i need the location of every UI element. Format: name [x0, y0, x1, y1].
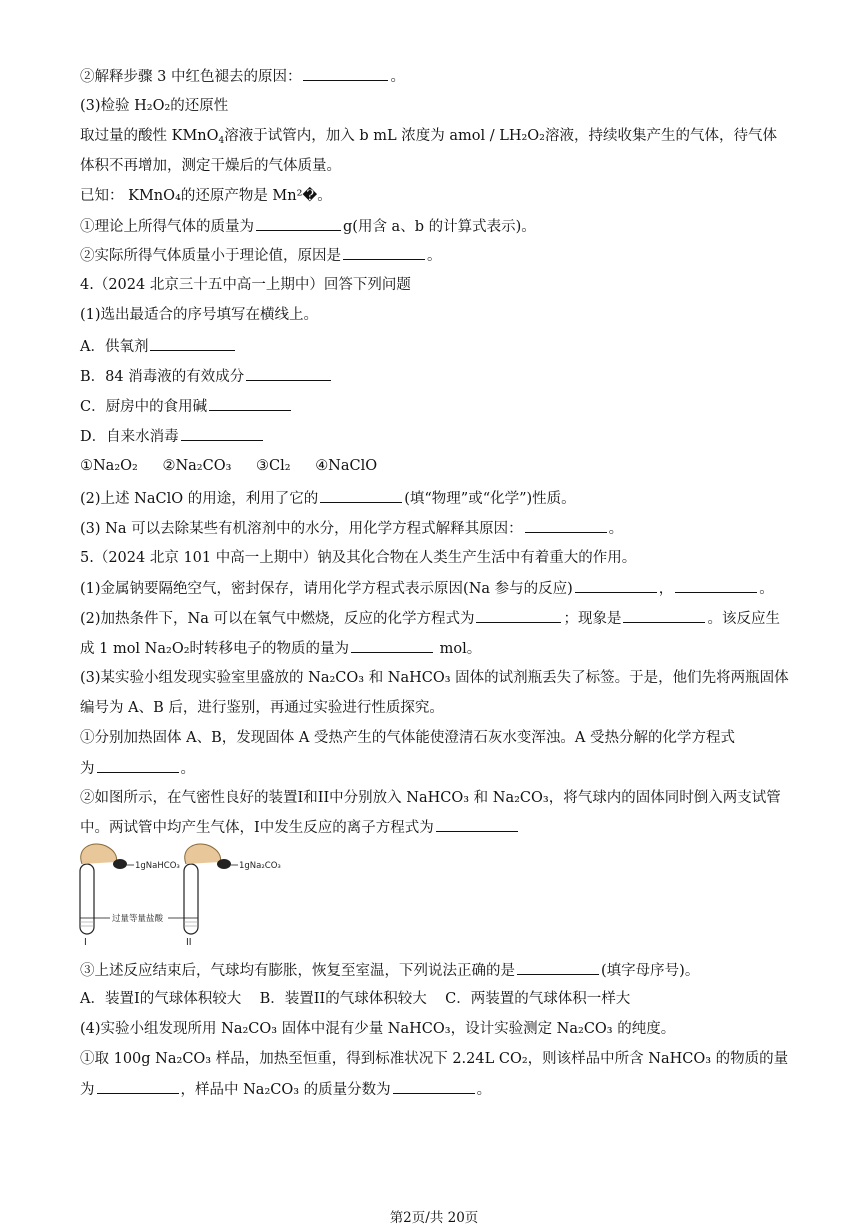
- answer-blank[interactable]: [351, 638, 433, 653]
- q3-sub2-end: 。: [427, 248, 442, 264]
- answer-blank[interactable]: [517, 960, 599, 975]
- q5-p2: [80, 608, 780, 629]
- q4-option-d-text: D．自来水消毒: [80, 429, 179, 445]
- q4-option-c: [80, 396, 293, 417]
- q3-part3-l1a: 取过量的酸性 KMnO: [80, 128, 219, 144]
- q4-p3: [80, 518, 623, 539]
- q5-p2-line2: [80, 638, 481, 659]
- q3-sub1-end: g(用含 a、b 的计算式表示)。: [343, 219, 536, 235]
- balloon-1: [81, 844, 127, 869]
- figure-label-nahco3: 1gNaHCO₃: [135, 861, 180, 871]
- answer-blank[interactable]: [476, 608, 561, 623]
- q4-choice-4: ④NaClO: [315, 458, 378, 474]
- q5-p3-s2-l2-text: 中。两试管中均产生气体，I中发生反应的离子方程式为: [80, 820, 434, 836]
- q4-choice-3: ③Cl₂: [256, 458, 291, 474]
- q5-p3-line2: 编号为 A、B 后，进行鉴别，再通过实验进行性质探究。: [80, 700, 444, 716]
- tube-label-2: II: [186, 937, 192, 948]
- q3-known: 已知： KMnO₄的还原产物是 Mn²�。: [80, 188, 332, 204]
- q5-p4: (4)实验小组发现所用 Na₂CO₃ 固体中混有少量 NaHCO₃，设计实验测定 Na₂CO₃ 的纯度。: [80, 1021, 676, 1037]
- q3-sub1: [80, 216, 536, 237]
- q5-p4-s1-line1: ①取 100g Na₂CO₃ 样品，加热至恒重，得到标准状况下 2.24L CO₂，则该样品中所含 NaHCO₃ 的物质的量: [80, 1051, 789, 1067]
- answer-blank[interactable]: [575, 578, 657, 593]
- balloon-2: [185, 844, 231, 869]
- q4-p3-text: (3) Na 可以去除某些有机溶剂中的水分，用化学方程式解释其原因：: [80, 521, 523, 537]
- q4-p1: (1)选出最适合的序号填写在横线上。: [80, 307, 319, 323]
- answer-blank[interactable]: [150, 336, 235, 351]
- q5-p3-s3-end: (填字母序号)。: [601, 963, 700, 979]
- q5-p2-text: (2)加热条件下，Na 可以在氧气中燃烧，反应的化学方程式为: [80, 611, 475, 627]
- q5-p4-s1-l2-text: 为: [80, 1082, 95, 1098]
- test-tube-2: [184, 864, 198, 934]
- q4-p2: [80, 488, 576, 509]
- q5-p4-s1-l2-mid: ，样品中 Na₂CO₃ 的质量分数为: [180, 1082, 391, 1098]
- q4-choice-1: ①Na₂O₂: [80, 458, 138, 474]
- q4-p3-end: 。: [608, 521, 624, 537]
- answer-blank[interactable]: [209, 396, 291, 411]
- figure-label-na2co3: 1gNa₂CO₃: [239, 861, 281, 871]
- q3-item2-text: ②解释步骤 3 中红色褪去的原因：: [80, 69, 302, 85]
- q4-option-a-text: A．供氧剂: [80, 339, 149, 355]
- answer-blank[interactable]: [246, 366, 331, 381]
- q5-title: 5.（2024 北京 101 中高一上期中）钠及其化合物在人类生产生活中有着重大的作用。: [80, 550, 637, 566]
- q5-p2-l2-end: mol。: [435, 641, 482, 657]
- q5-p2-l2-text: 成 1 mol Na₂O₂时转移电子的物质的量为: [80, 641, 350, 657]
- answer-blank[interactable]: [256, 216, 341, 231]
- q5-p3-s2-line2: [80, 817, 520, 838]
- answer-blank[interactable]: [343, 245, 425, 260]
- answer-blank[interactable]: [675, 578, 757, 593]
- q3-part3-title: (3)检验 H₂O₂的还原性: [80, 98, 229, 114]
- q5-p1: [80, 578, 774, 599]
- page-footer: 第2页/共 20页: [389, 1210, 479, 1226]
- q4-option-b: [80, 366, 333, 387]
- q4-option-d: [80, 426, 265, 447]
- q3-part3-line1: [80, 126, 777, 146]
- q5-p3-s1-line1: ①分别加热固体 A、B，发现固体 A 受热产生的气体能使澄清石灰水变浑浊。A 受热分解的化学方程式: [80, 730, 736, 746]
- q4-choices: [80, 456, 397, 476]
- q5-p4-s1-l2-end: 。: [476, 1082, 492, 1098]
- answer-blank[interactable]: [97, 758, 179, 773]
- q5-p3-s1-line2: [80, 758, 195, 779]
- q5-p3-s1-l2-text: 为: [80, 761, 95, 777]
- q3-sub1-text: ①理论上所得气体的质量为: [80, 219, 254, 235]
- q3-part3-l1b: 溶液于试管内，加入 b mL 浓度为 amol / LH₂O₂溶液，持续收集产生的气体，待气体: [224, 128, 777, 144]
- q5-p3-s1-l2-end: 。: [180, 761, 195, 777]
- q5-p1-end: 。: [759, 581, 774, 597]
- figure-label-hcl: 过量等量盐酸: [112, 914, 164, 924]
- q4-p2-text: (2)上述 NaClO 的用途，利用了它的: [80, 491, 319, 507]
- answer-blank[interactable]: [181, 426, 263, 441]
- q3-part3-sub: 4: [218, 136, 225, 146]
- answer-blank[interactable]: [320, 488, 402, 503]
- answer-blank[interactable]: [525, 518, 607, 533]
- q3-part3-line2: 体积不再增加，测定干燥后的气体质量。: [80, 158, 341, 174]
- tube-label-1: I: [84, 937, 87, 948]
- answer-blank[interactable]: [303, 66, 388, 81]
- q4-option-c-text: C．厨房中的食用碱: [80, 399, 208, 415]
- q5-p1-sep: ，: [658, 581, 674, 597]
- q3-sub2-text: ②实际所得气体质量小于理论值，原因是: [80, 248, 341, 264]
- q3-item2: [80, 66, 405, 87]
- answer-blank[interactable]: [393, 1079, 475, 1094]
- q4-option-b-text: B．84 消毒液的有效成分: [80, 369, 245, 385]
- q5-p3-s2-line1: ②如图所示，在气密性良好的装置I和II中分别放入 NaHCO₃ 和 Na₂CO₃，将气球内的固体同时倒入两支试管: [80, 790, 781, 806]
- answer-blank[interactable]: [436, 817, 518, 832]
- answer-blank[interactable]: [97, 1079, 179, 1094]
- apparatus-figure: [72, 838, 302, 948]
- q5-p3-line1: (3)某实验小组发现实验室里盛放的 Na₂CO₃ 和 NaHCO₃ 固体的试剂瓶丢失了标签。于是，他们先将两瓶固体: [80, 670, 789, 686]
- q4-option-a: [80, 336, 237, 357]
- q5-p4-s1-line2: [80, 1079, 491, 1100]
- q5-p3-s3-text: ③上述反应结束后，气球均有膨胀，恢复至室温，下列说法正确的是: [80, 963, 515, 979]
- q5-p2-mid: ；现象是: [563, 611, 622, 627]
- q5-p3-options: A．装置I的气球体积较大 B．装置II的气球体积较大 C．两装置的气球体积一样大: [80, 991, 631, 1007]
- test-tube-1: [80, 864, 94, 934]
- q5-p2-end: 。该反应生: [707, 611, 780, 627]
- q4-title: 4.（2024 北京三十五中高一上期中）回答下列问题: [80, 277, 411, 293]
- q3-sub2: [80, 245, 442, 266]
- answer-blank[interactable]: [623, 608, 705, 623]
- q5-p3-s3: [80, 960, 699, 981]
- q4-choice-2: ②Na₂CO₃: [162, 458, 232, 474]
- q4-p2-end: (填“物理”或“化学”)性质。: [404, 491, 576, 507]
- q3-item2-end: 。: [390, 69, 405, 85]
- q5-p1-text: (1)金属钠要隔绝空气，密封保存，请用化学方程式表示原因(Na 参与的反应): [80, 581, 573, 597]
